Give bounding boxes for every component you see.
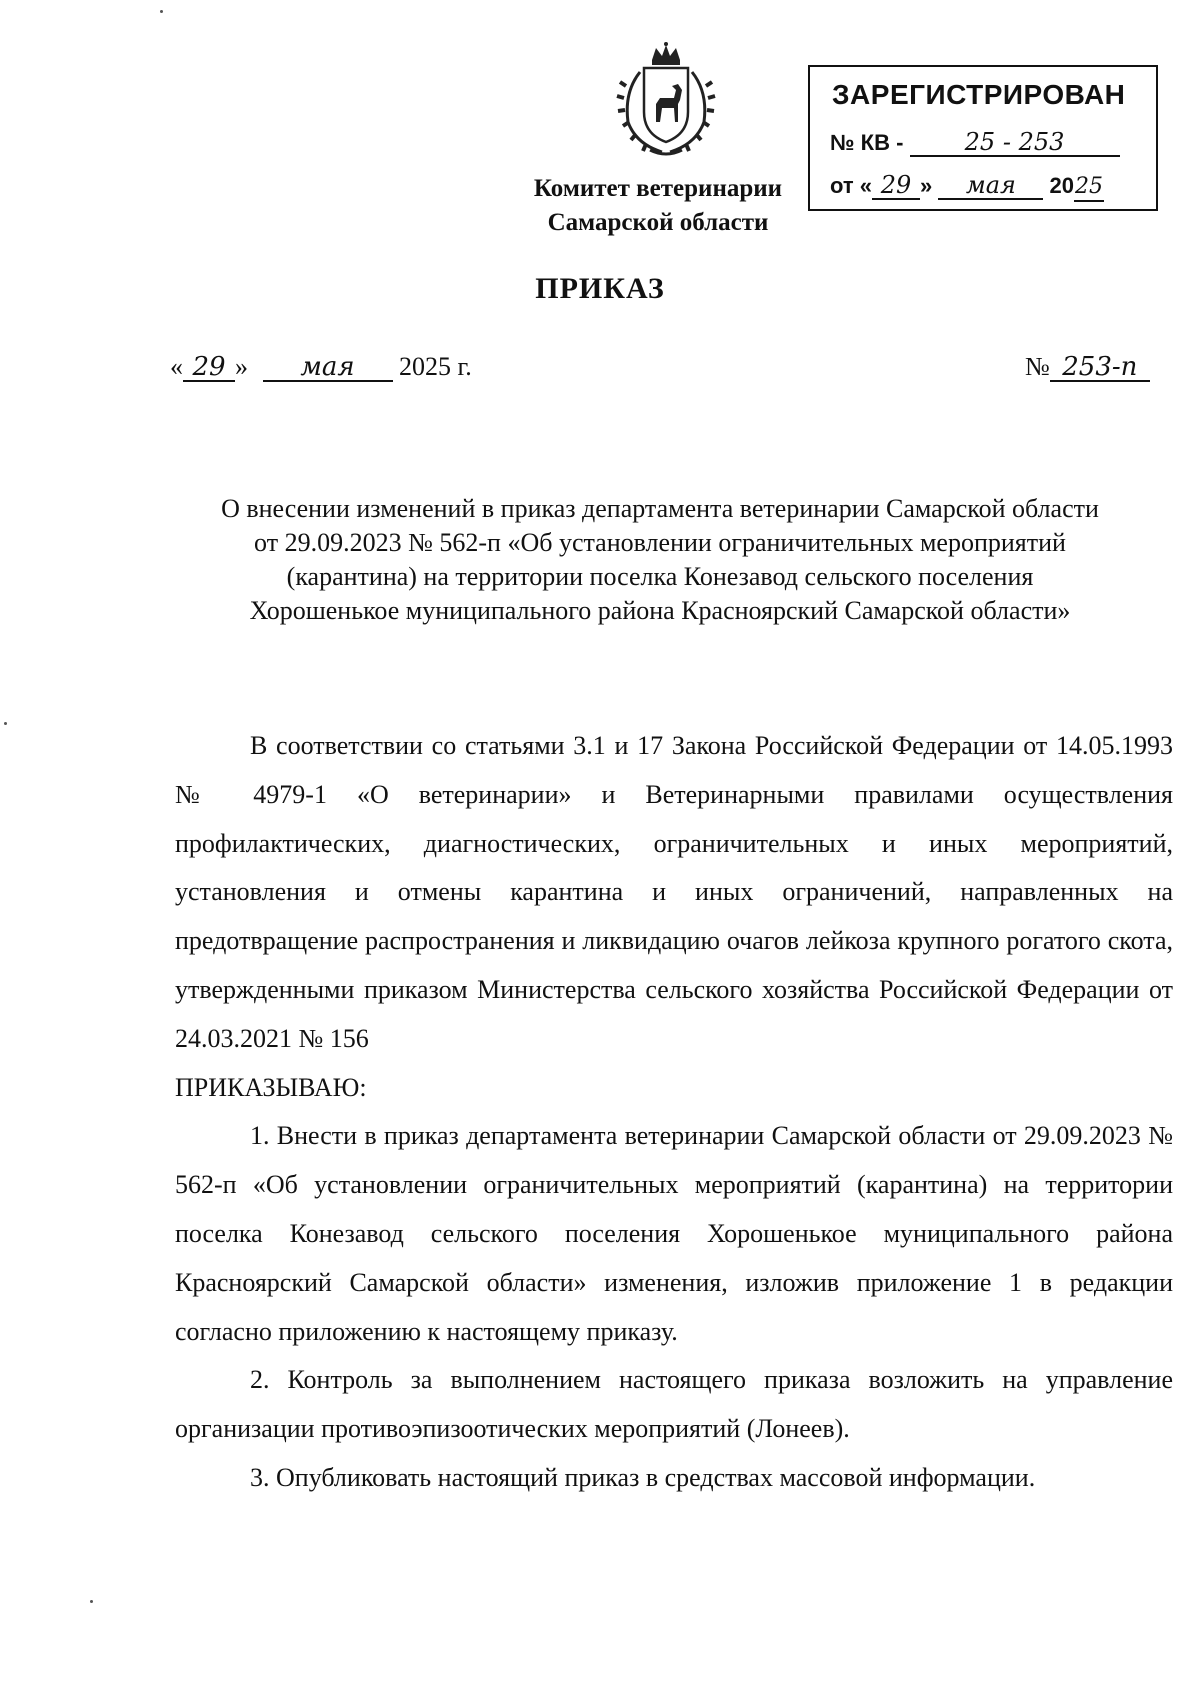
document-date: [170, 352, 472, 382]
order-item-2: 2. Контроль за выполнением настоящего приказа возложить на управление организации противоэпизоотических мероприятий (Лонеев).: [175, 1365, 1173, 1444]
stamp-kv-label: № КВ -: [830, 130, 904, 155]
organization-name: [478, 172, 838, 240]
date-day: 29: [183, 354, 235, 382]
order-word: ПРИКАЗЫВАЮ:: [175, 1072, 367, 1102]
order-item-3: 3. Опубликовать настоящий приказ в средствах массовой информации.: [250, 1462, 1036, 1492]
subject-line-2: от 29.09.2023 № 562-п «Об установлении ограничительных мероприятий: [254, 528, 1066, 557]
stamp-kv-value: 25 - 253: [910, 129, 1120, 157]
number-label: №: [1025, 352, 1050, 381]
document-body: [175, 722, 1173, 1503]
document-subject: [160, 492, 1160, 628]
order-item-1: 1. Внести в приказ департамента ветеринарии Самарской области от 29.09.2023 № 562-п «Об установлении ограничительных мероприятий (карантина) на территории поселка Конезавод сельского поселения Хорошенькое муниципального района Красноярский Самарской области» изменения, изложив приложение 1 в редакции согласно приложению к настоящему приказу.: [175, 1121, 1173, 1346]
stamp-kv-line: [830, 129, 1120, 157]
stamp-title: ЗАРЕГИСТРИРОВАН: [832, 79, 1126, 110]
stamp-date-line: [830, 172, 1104, 202]
samara-coat-of-arms-icon: [612, 42, 720, 160]
registration-stamp: [808, 65, 1158, 211]
subject-line-4: Хорошенькое муниципального района Красноярский Самарской области»: [249, 596, 1071, 625]
scan-speck: [4, 722, 7, 725]
date-month: мая: [263, 354, 393, 382]
org-line-2: Самарской области: [547, 209, 769, 236]
preamble-paragraph: В соответствии со статьями 3.1 и 17 Закона Российской Федерации от 14.05.1993 № 4979-1 «О ветеринарии» и Ветеринарными правилами осуществления профилактических, диагностических, ограничительных и иных мероприятий, установления и отмены карантина и иных ограничений, направленных на предотвращение распространения и ликвидацию очагов лейкоза крупного рогатого скота, утвержденными приказом Министерства сельского хозяйства Российской Федерации от 24.03.2021 № 156: [175, 731, 1173, 1053]
stamp-year-prefix: 20: [1049, 173, 1074, 198]
document-title: ПРИКАЗ: [535, 272, 665, 305]
stamp-month: мая: [938, 172, 1043, 200]
org-line-1: Комитет ветеринарии: [533, 175, 783, 202]
subject-line-3: (карантина) на территории поселка Конезавод сельского поселения: [286, 562, 1034, 591]
stamp-year-suffix: 25: [1074, 174, 1104, 202]
document-number: [1025, 352, 1150, 382]
stamp-day-close: »: [920, 173, 933, 198]
number-value: 253-п: [1050, 354, 1150, 382]
scan-speck: [90, 1600, 93, 1603]
scan-speck: [160, 10, 163, 13]
date-close-quote: »: [235, 352, 248, 381]
stamp-ot-label: от «: [830, 173, 873, 198]
date-open-quote: «: [170, 352, 183, 381]
subject-line-1: О внесении изменений в приказ департамента ветеринарии Самарской области: [221, 494, 1099, 523]
date-year: 2025 г.: [399, 352, 472, 381]
stamp-day: 29: [872, 172, 920, 200]
